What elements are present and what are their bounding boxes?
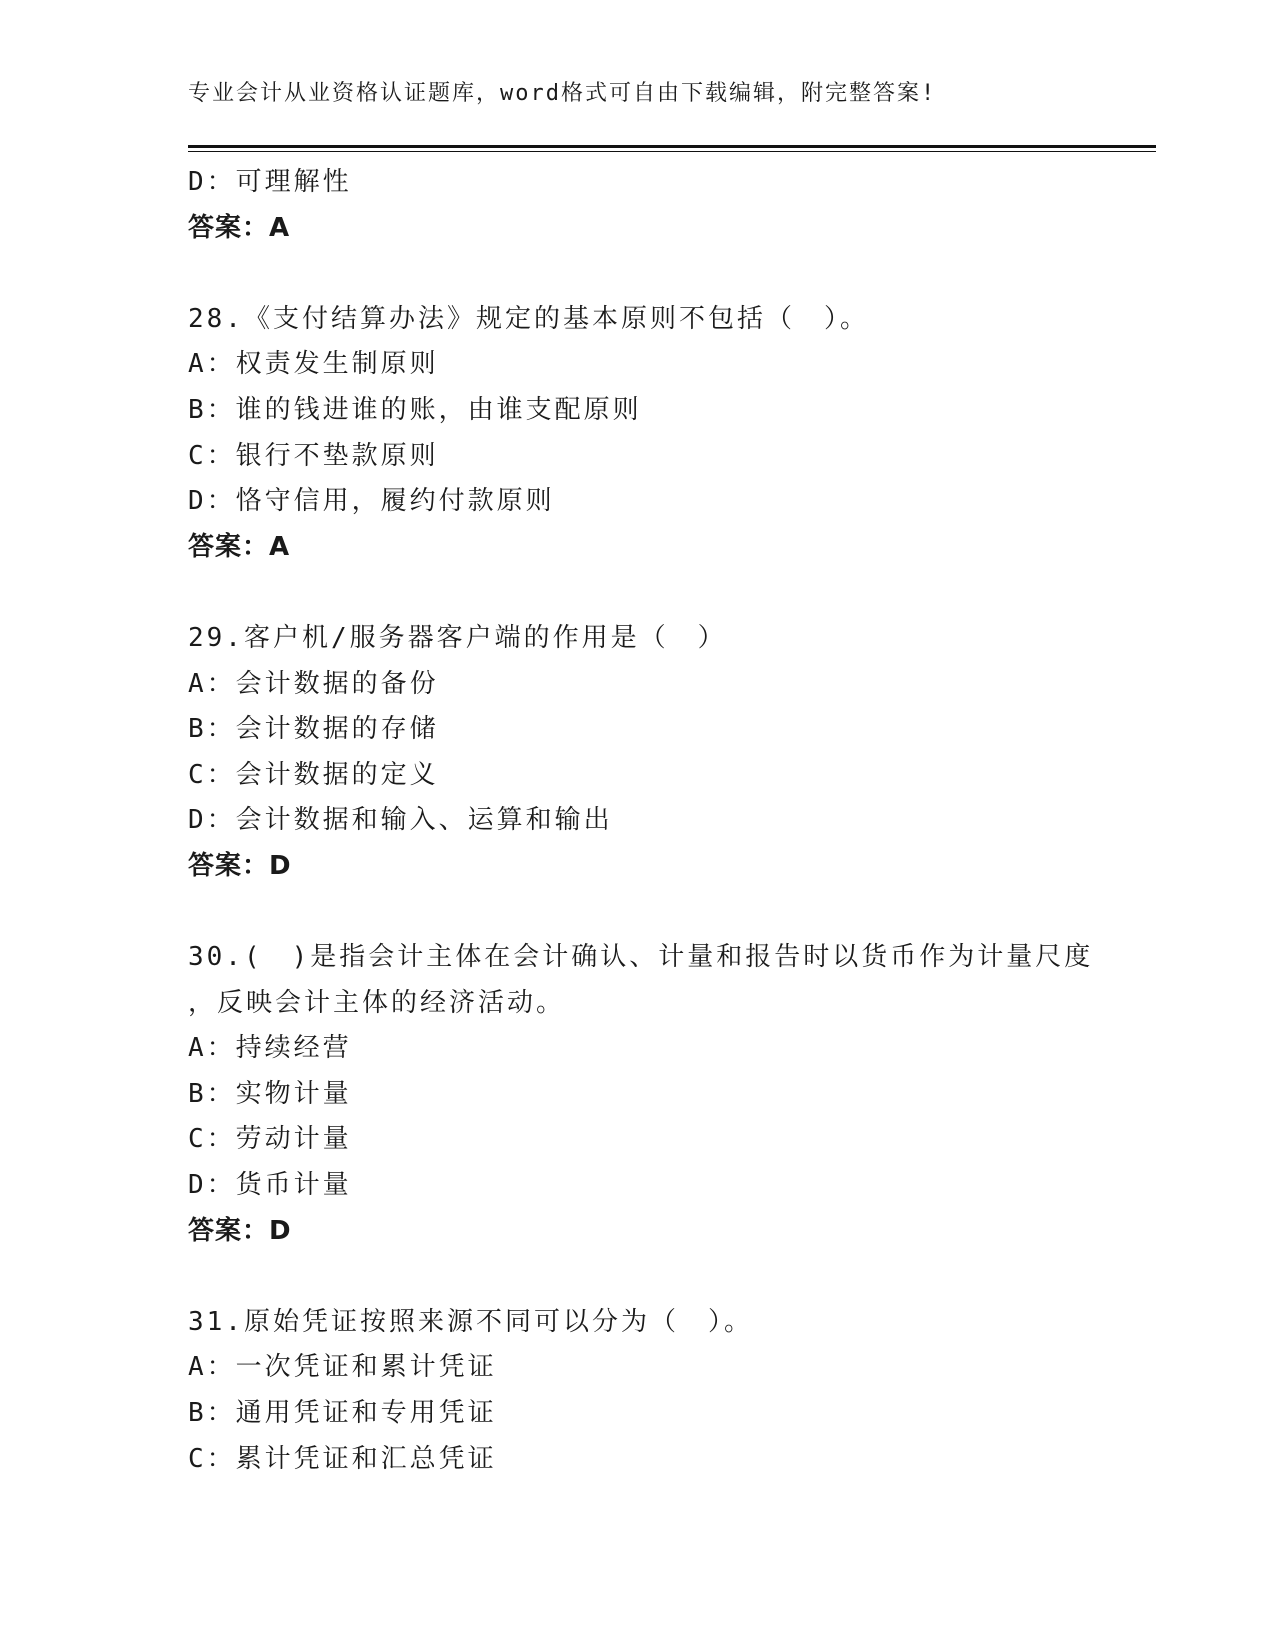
option-line: B：通用凭证和专用凭证: [188, 1398, 497, 1429]
answer-line: 答案：A: [188, 212, 291, 243]
spacer: [188, 570, 1156, 616]
option-line: A：权责发生制原则: [188, 349, 439, 380]
spacer: [188, 890, 1156, 936]
question-stem-continued: ，反映会计主体的经济活动。: [188, 987, 566, 1018]
question-stem: 31.原始凭证按照来源不同可以分为（ ）。: [188, 1306, 753, 1337]
option-line: D：货币计量: [188, 1170, 352, 1201]
header-rule-thin: [188, 151, 1156, 152]
option-line: D：恪守信用，履约付款原则: [188, 486, 555, 517]
option-line: A：一次凭证和累计凭证: [188, 1352, 497, 1383]
answer-line: 答案：D: [188, 850, 292, 881]
answer-line: 答案：D: [188, 1215, 292, 1246]
option-line: C：累计凭证和汇总凭证: [188, 1443, 497, 1474]
option-line: A：会计数据的备份: [188, 668, 439, 699]
header-rule-thick: [188, 145, 1156, 148]
option-line: C：会计数据的定义: [188, 759, 439, 790]
question-stem: 30.( )是指会计主体在会计确认、计量和报告时以货币作为计量尺度: [188, 942, 1094, 973]
option-line: B：会计数据的存储: [188, 714, 439, 745]
spacer: [188, 251, 1156, 297]
option-line: D：可理解性: [188, 167, 352, 197]
question-stem: 28.《支付结算办法》规定的基本原则不包括（ ）。: [188, 303, 869, 334]
option-line: B：实物计量: [188, 1078, 352, 1109]
option-line: D：会计数据和输入、运算和输出: [188, 805, 613, 836]
answer-line: 答案：A: [188, 531, 291, 562]
question-content: [188, 160, 1156, 1482]
option-line: C：劳动计量: [188, 1124, 352, 1155]
question-stem: 29.客户机/服务器客户端的作用是（ ）: [188, 622, 727, 653]
option-line: A：持续经营: [188, 1033, 352, 1064]
spacer: [188, 1254, 1156, 1300]
option-line: C：银行不垫款原则: [188, 440, 439, 471]
option-line: B：谁的钱进谁的账，由谁支配原则: [188, 394, 642, 425]
page-header: 专业会计从业资格认证题库，word格式可自由下载编辑，附完整答案!: [188, 81, 937, 106]
